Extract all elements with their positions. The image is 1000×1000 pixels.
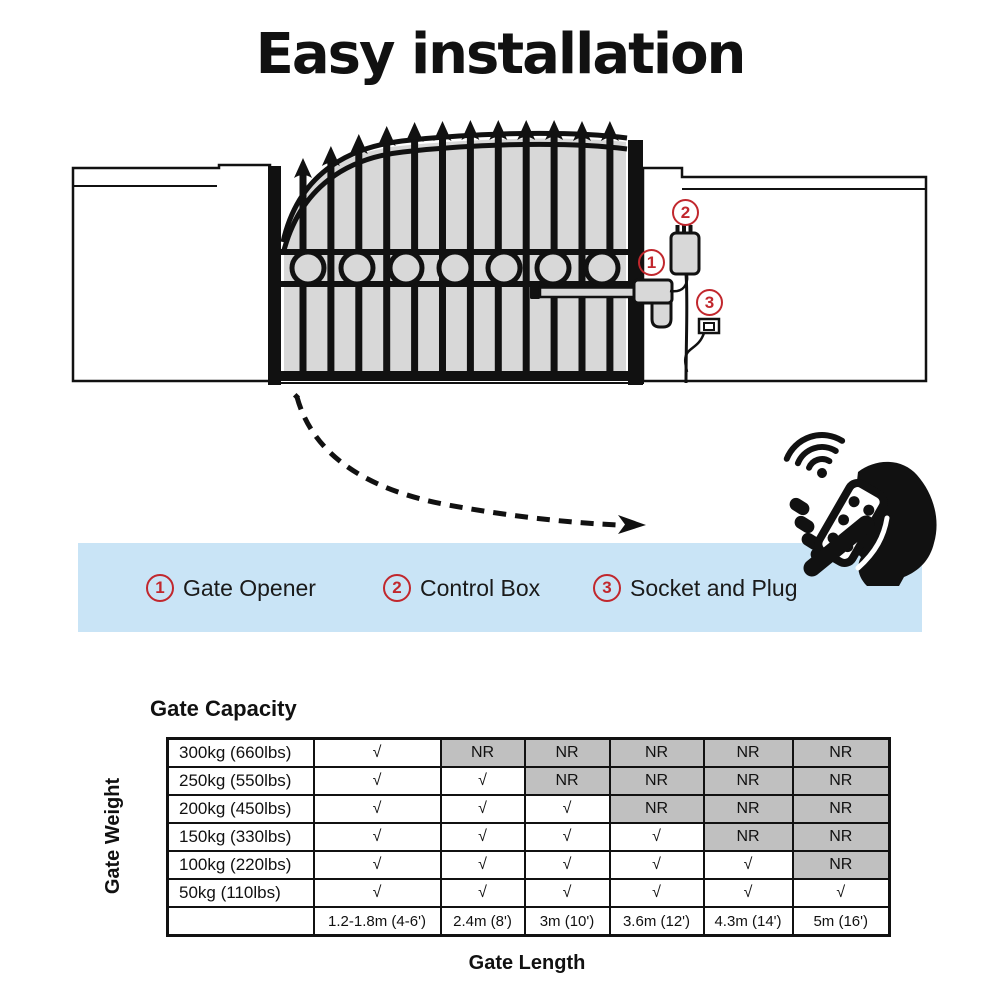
check-cell: √ — [525, 823, 610, 851]
legend-number-2: 2 — [383, 574, 411, 602]
blank-cell — [168, 907, 314, 936]
check-cell: √ — [525, 879, 610, 907]
legend-number-1: 1 — [146, 574, 174, 602]
capacity-heading: Gate Capacity — [150, 696, 297, 721]
callout-1-gate-opener: 1 — [638, 249, 665, 276]
check-cell: √ — [793, 879, 890, 907]
weight-axis-label: Gate Weight — [102, 777, 124, 895]
table-row — [168, 795, 890, 823]
legend-label-control-box: Control Box — [420, 574, 541, 601]
remote-hand-icon — [783, 428, 937, 586]
length-cell: 3m (10') — [525, 907, 610, 936]
weight-cell: 150kg (330lbs) — [168, 823, 314, 851]
nr-cell: NR — [793, 851, 890, 879]
left-wall-icon — [73, 165, 270, 381]
check-cell: √ — [704, 879, 793, 907]
callout-2-control-box: 2 — [672, 199, 699, 226]
left-gate-post — [268, 166, 281, 385]
length-cell: 1.2-1.8m (4-6') — [314, 907, 441, 936]
length-axis-label: Gate Length — [468, 952, 586, 974]
legend-label-gate-opener: Gate Opener — [183, 574, 316, 601]
table-row — [168, 823, 890, 851]
page-title: Easy installation — [255, 22, 745, 87]
nr-cell: NR — [704, 823, 793, 851]
legend-number-3: 3 — [593, 574, 621, 602]
table-row — [168, 767, 890, 795]
check-cell: √ — [441, 879, 525, 907]
length-cell: 4.3m (14') — [704, 907, 793, 936]
nr-cell: NR — [704, 767, 793, 795]
capacity-table-body — [168, 739, 890, 936]
gate-icon — [268, 120, 643, 385]
nr-cell: NR — [525, 767, 610, 795]
length-cell: 3.6m (12') — [610, 907, 704, 936]
weight-cell: 50kg (110lbs) — [168, 879, 314, 907]
check-cell: √ — [525, 795, 610, 823]
nr-cell: NR — [610, 795, 704, 823]
nr-cell: NR — [441, 739, 525, 768]
wifi-icon — [783, 428, 852, 487]
check-cell: √ — [610, 851, 704, 879]
check-cell: √ — [704, 851, 793, 879]
legend-label-socket-and-plug: Socket and Plug — [630, 574, 798, 601]
check-cell: √ — [314, 767, 441, 795]
nr-cell: NR — [704, 795, 793, 823]
check-cell: √ — [610, 879, 704, 907]
dashed-arrow-icon — [293, 393, 646, 534]
check-cell: √ — [314, 851, 441, 879]
length-row — [168, 907, 890, 936]
check-cell: √ — [441, 795, 525, 823]
check-cell: √ — [525, 851, 610, 879]
check-cell: √ — [314, 795, 441, 823]
weight-cell: 300kg (660lbs) — [168, 739, 314, 768]
weight-cell: 100kg (220lbs) — [168, 851, 314, 879]
check-cell: √ — [314, 879, 441, 907]
check-cell: √ — [441, 851, 525, 879]
weight-cell: 250kg (550lbs) — [168, 767, 314, 795]
length-cell: 2.4m (8') — [441, 907, 525, 936]
check-cell: √ — [610, 823, 704, 851]
table-row — [168, 739, 890, 768]
check-cell: √ — [441, 767, 525, 795]
nr-cell: NR — [610, 767, 704, 795]
capacity-table — [166, 737, 891, 937]
check-cell: √ — [441, 823, 525, 851]
nr-cell: NR — [525, 739, 610, 768]
nr-cell: NR — [704, 739, 793, 768]
table-row — [168, 879, 890, 907]
nr-cell: NR — [610, 739, 704, 768]
nr-cell: NR — [793, 795, 890, 823]
check-cell: √ — [314, 739, 441, 768]
nr-cell: NR — [793, 739, 890, 768]
nr-cell: NR — [793, 767, 890, 795]
callout-3-socket-and-plug: 3 — [696, 289, 723, 316]
check-cell: √ — [314, 823, 441, 851]
weight-cell: 200kg (450lbs) — [168, 795, 314, 823]
table-row — [168, 851, 890, 879]
nr-cell: NR — [793, 823, 890, 851]
length-cell: 5m (16') — [793, 907, 890, 936]
